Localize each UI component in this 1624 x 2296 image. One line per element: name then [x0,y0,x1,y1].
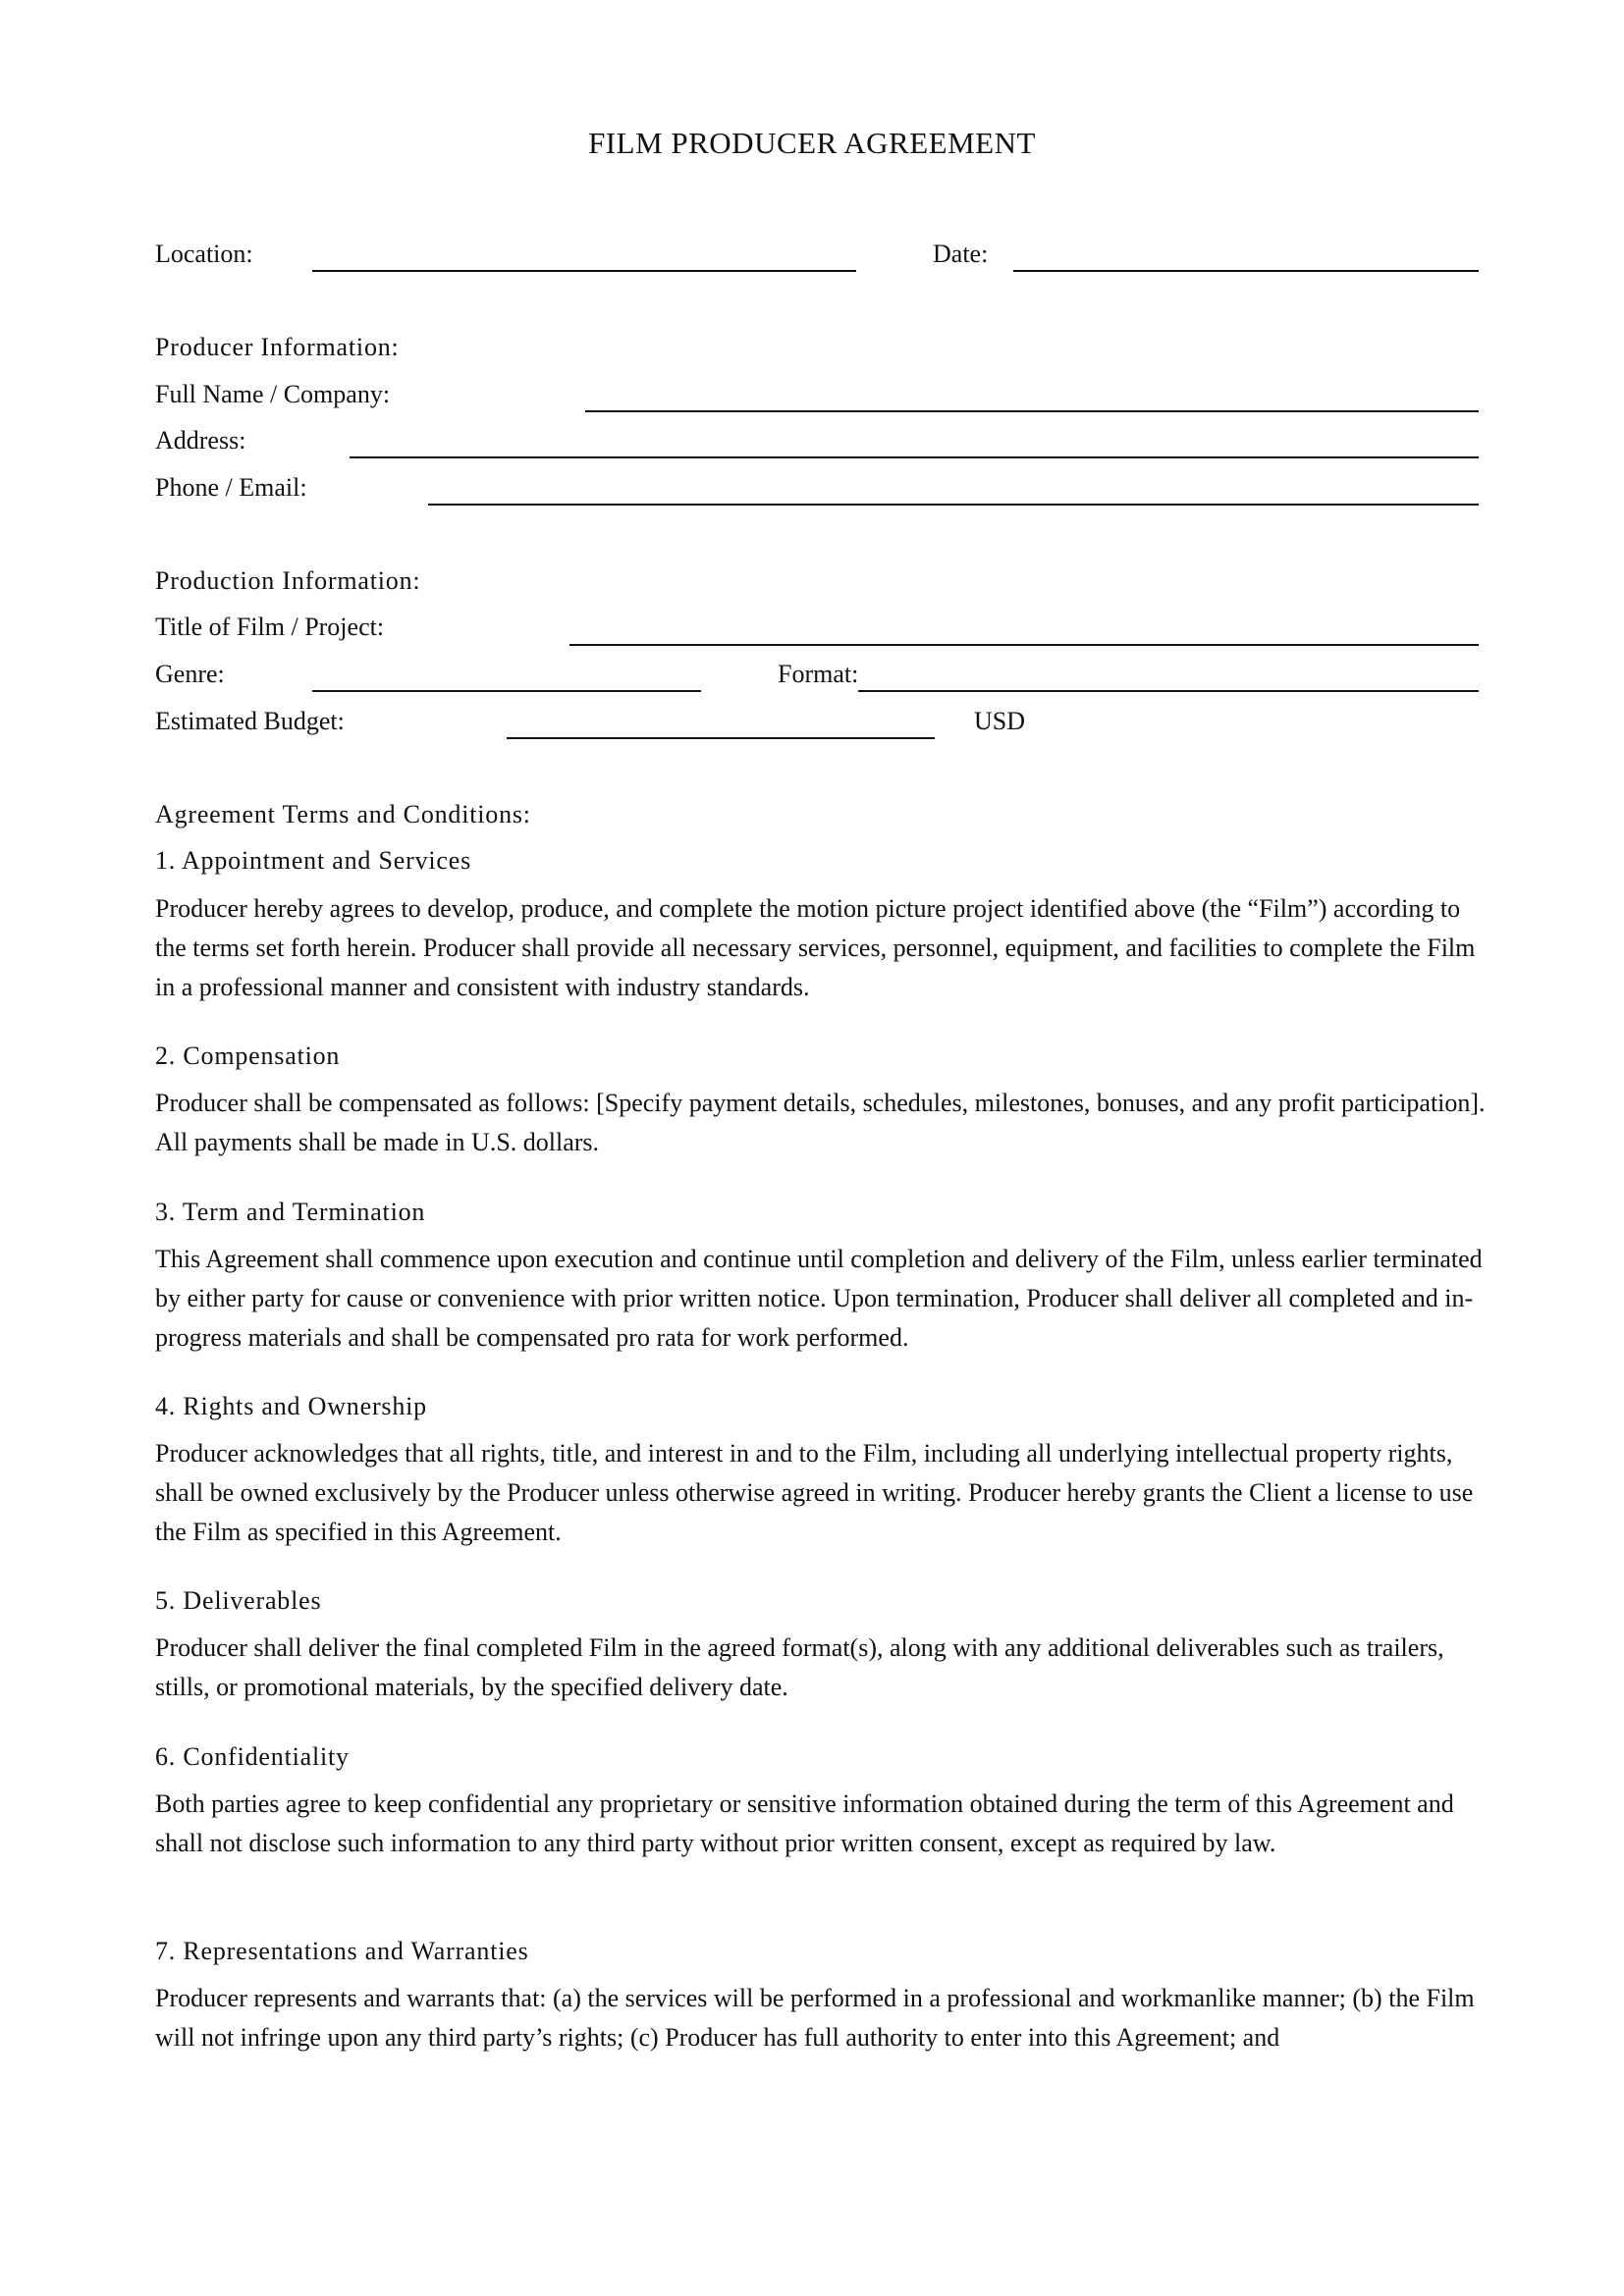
location-label: Location: [155,240,253,268]
producer-address-label: Address: [155,426,246,454]
section-body-term: This Agreement shall commence upon execution and continue until completion and delivery of the Film, unless earlier terminated by either party for cause or convenience with prior written notice. Upon termination, Producer shall deliver all completed and in-progress materials and shall be compensated pro rata for work performed. [155,1245,1483,1352]
section-body-confidentiality: Both parties agree to keep confidential any proprietary or sensitive information obtained during the term of this Agreement and shall not disclose such information to any third party without prior written consent, except as required by law. [155,1789,1454,1857]
production-info-heading: Production Information: [155,566,421,595]
producer-phone-label: Phone / Email: [155,473,307,502]
film-title-label: Title of Film / Project: [155,613,385,641]
section-heading-appointment: 1. Appointment and Services [155,846,471,875]
section-body-deliverables: Producer shall deliver the final completed Film in the agreed format(s), along with any additional deliverables such as trailers, stills, or promotional materials, by the specified delivery date. [155,1633,1444,1701]
section-heading-compensation: 2. Compensation [155,1041,341,1070]
date-field[interactable] [1013,270,1479,272]
section-heading-term: 3. Term and Termination [155,1198,426,1226]
location-field[interactable] [312,270,856,272]
section-heading-deliverables: 5. Deliverables [155,1586,322,1615]
budget-field[interactable] [507,737,935,739]
producer-phone-field[interactable] [428,504,1479,506]
film-title-field[interactable] [569,644,1479,646]
section-body-compensation: Producer shall be compensated as follows: [Specify payment details, schedules, milestones, bonuses, and any profit participation]. All payments shall be made in U.S. dollars. [155,1089,1486,1156]
genre-field[interactable] [312,690,701,692]
section-body-warranties: Producer represents and warrants that: (a) the services will be performed in a professional and workmanlike manner; (b) the Film will not infringe upon any third party’s rights; (c) Producer has full authority to enter into this Agreement; and [155,1984,1475,2052]
budget-currency: USD [974,707,1026,735]
section-heading-warranties: 7. Representations and Warranties [155,1937,529,1965]
section-body-appointment: Producer hereby agrees to develop, produce, and complete the motion picture project identified above (the “Film”) according to the terms set forth herein. Producer shall provide all necessary services, personnel, equipment, and facilities to complete the Film in a professional manner and consistent with industry standards. [155,894,1476,1001]
section-body-rights: Producer acknowledges that all rights, title, and interest in and to the Film, including all underlying intellectual property rights, shall be owned exclusively by the Producer unless otherwise agreed in writing. Producer hereby grants the Client a license to use the Film as specified in this Agreement. [155,1439,1474,1546]
section-heading-confidentiality: 6. Confidentiality [155,1742,350,1771]
format-field[interactable] [858,690,1479,692]
date-label: Date: [933,240,989,268]
budget-label: Estimated Budget: [155,707,345,735]
format-label: Format: [778,660,859,688]
terms-heading: Agreement Terms and Conditions: [155,800,531,828]
producer-info-heading: Producer Information: [155,333,400,361]
producer-name-field[interactable] [585,410,1479,412]
document-title: FILM PRODUCER AGREEMENT [588,126,1036,160]
producer-address-field[interactable] [350,456,1479,458]
section-heading-rights: 4. Rights and Ownership [155,1392,427,1420]
genre-label: Genre: [155,660,225,688]
producer-name-label: Full Name / Company: [155,380,391,408]
